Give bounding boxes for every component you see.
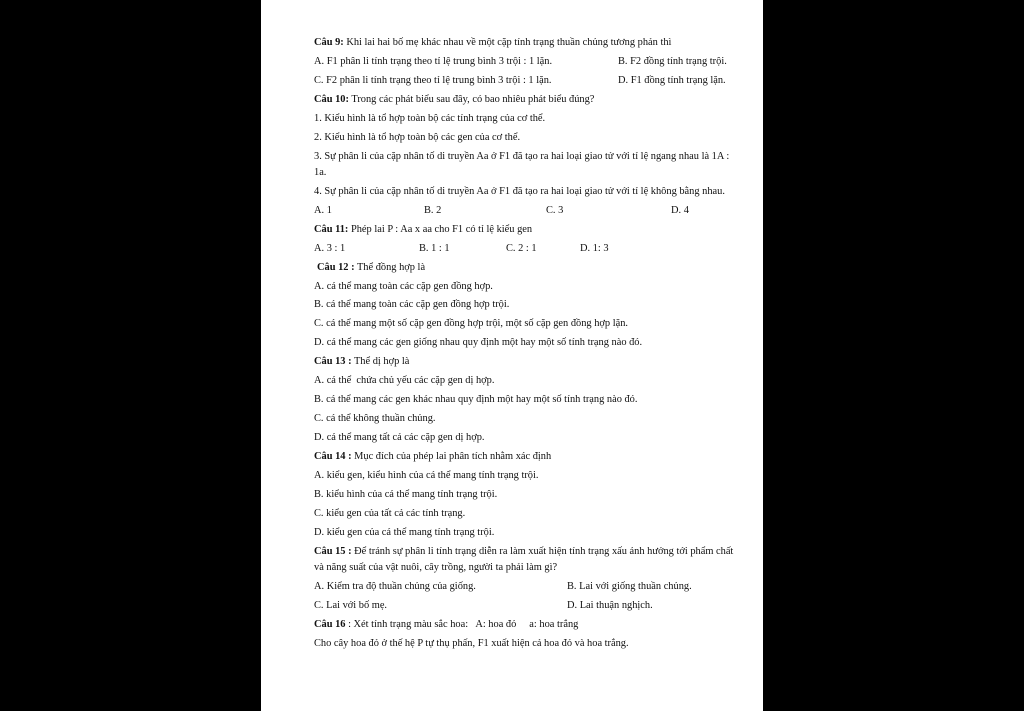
- question-15: [314, 543, 742, 578]
- option-d: D. cá thể mang tất cả các cặp gen dị hợp.: [314, 432, 485, 444]
- option-a: A. 1: [314, 204, 332, 216]
- option-b: B. kiểu hình của cá thể mang tính trạng trội.: [314, 488, 498, 500]
- option-c: C. 2 : 1: [506, 242, 537, 254]
- question-text: Trong các phát biểu sau đây, có bao nhiêu phát biểu đúng?: [348, 93, 595, 105]
- option-row: [314, 240, 744, 259]
- statement-3: 3. Sự phân li của cặp nhân tố di truyền Aa ở F1 đã tạo ra hai loại giao tử với tỉ lệ ngang nhau là 1A : 1a.: [314, 151, 730, 179]
- option-c: C. cá thể không thuần chủng.: [314, 413, 436, 425]
- document-content: [314, 34, 744, 654]
- question-text: Phép lai P : Aa x aa cho F1 có tỉ lệ kiểu gen: [348, 223, 533, 235]
- question-13: [314, 353, 744, 372]
- option-d: D. cá thể mang các gen giống nhau quy định một hay một số tính trạng nào đó.: [314, 337, 643, 349]
- question-text: : Xét tính trạng màu sắc hoa: A: hoa đỏ a: hoa trắng: [345, 618, 579, 630]
- option-row: [314, 578, 744, 597]
- question-label: Câu 13 :: [314, 356, 352, 368]
- option-row: [314, 597, 744, 616]
- option-b: B. 2: [424, 204, 442, 216]
- statement-4: 4. Sự phân li của cặp nhân tố di truyền Aa ở F1 đã tạo ra hai loại giao tử với tỉ lệ không bằng nhau.: [314, 186, 725, 198]
- option-a: A. 3 : 1: [314, 242, 346, 254]
- document-page: [261, 0, 763, 711]
- question-label: Câu 10:: [314, 93, 349, 105]
- question-text: Mục đích của phép lai phân tích nhằm xác định: [351, 450, 552, 462]
- question-label: Câu 14 :: [314, 450, 352, 462]
- statement-1: Cho cây hoa đỏ ở thế hệ P tự thụ phấn, F1 xuất hiện cả hoa đỏ và hoa trắng.: [314, 637, 629, 649]
- question-10: [314, 91, 744, 110]
- option-b: B. cá thể mang các gen khác nhau quy định một hay một số tính trạng nào đó.: [314, 394, 638, 406]
- question-16: [314, 616, 744, 635]
- option-row: [314, 72, 744, 91]
- option-b: B. 1 : 1: [419, 242, 450, 254]
- option-row: [314, 53, 744, 72]
- question-9: [314, 34, 744, 53]
- question-text: Thể dị hợp là: [351, 356, 410, 368]
- option-d: D. 4: [671, 204, 689, 216]
- question-14: [314, 448, 744, 467]
- question-label: Câu 11:: [314, 223, 349, 235]
- question-text: Khi lai hai bố mẹ khác nhau về một cặp tính trạng thuần chủng tương phản thì: [343, 37, 672, 48]
- question-text: Để tránh sự phân li tính trạng diễn ra làm xuất hiện tính trạng xấu ảnh hưởng tới phẩm chất và năng suất của vật nuôi, cây trồng, người ta phải làm gì?: [314, 546, 734, 574]
- question-11: [314, 221, 744, 240]
- option-a: A. F1 phân li tính trạng theo tỉ lệ trung bình 3 trội : 1 lặn.: [314, 55, 553, 67]
- option-c: C. 3: [546, 204, 564, 216]
- option-a: A. cá thể mang toàn các cặp gen đồng hợp.: [314, 280, 493, 292]
- option-a: A. Kiểm tra độ thuần chủng của giống.: [314, 580, 476, 592]
- option-a: A. kiểu gen, kiểu hình của cá thể mang tính trạng trội.: [314, 469, 539, 481]
- question-label: Câu 15 :: [314, 546, 352, 558]
- option-c: C. F2 phân li tính trạng theo tỉ lệ trung bình 3 trội : 1 lặn.: [314, 74, 552, 86]
- option-row: [314, 202, 744, 221]
- option-c: C. kiểu gen của tất cả các tính trạng.: [314, 507, 466, 519]
- statement-1: 1. Kiểu hình là tổ hợp toàn bộ các tính trạng của cơ thể.: [314, 112, 546, 124]
- option-b: B. cá thể mang toàn các cặp gen đồng hợp trội.: [314, 299, 510, 311]
- question-label: Câu 9:: [314, 37, 344, 48]
- option-c: C. cá thể mang một số cặp gen đồng hợp trội, một số cặp gen đồng hợp lặn.: [314, 318, 628, 330]
- question-12: [314, 259, 744, 278]
- option-d: D. F1 đồng tính trạng lặn.: [618, 74, 726, 86]
- question-label: Câu 12 :: [317, 261, 355, 273]
- option-d: D. Lai thuận nghịch.: [567, 599, 653, 611]
- statement-2: 2. Kiểu hình là tổ hợp toàn bộ các gen của cơ thể.: [314, 131, 521, 143]
- option-c: C. Lai với bố mẹ.: [314, 599, 388, 611]
- option-b: B. F2 đồng tính trạng trội.: [618, 55, 727, 67]
- option-d: D. 1: 3: [580, 242, 609, 254]
- option-d: D. kiểu gen của cá thể mang tính trạng trội.: [314, 526, 495, 538]
- option-a: A. cá thể chứa chủ yếu các cặp gen dị hợp.: [314, 375, 495, 387]
- question-label: Câu 16: [314, 618, 346, 630]
- option-b: B. Lai với giống thuần chủng.: [567, 580, 692, 592]
- question-text: Thể đồng hợp là: [354, 261, 426, 273]
